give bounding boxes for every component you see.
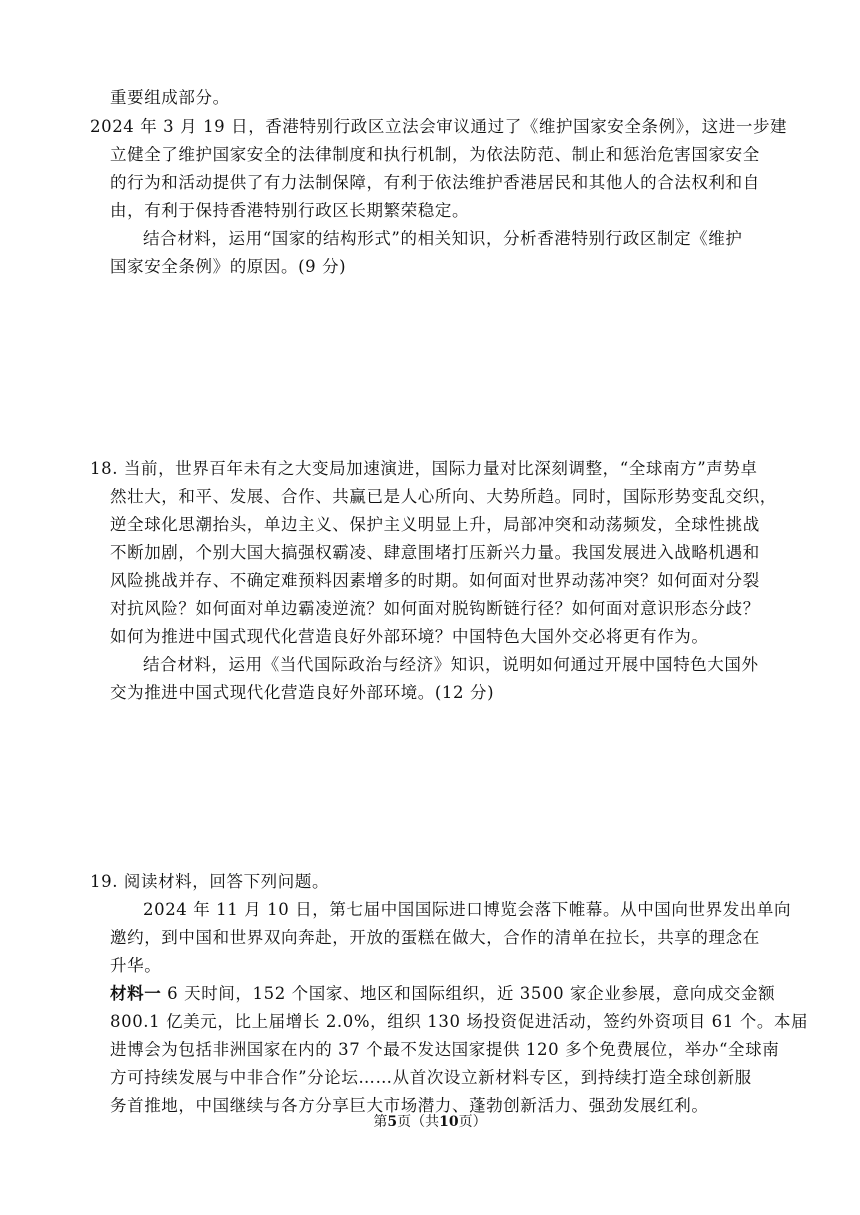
material-line: 不断加剧，个别大国大搞强权霸凌、肆意围堵打压新兴力量。我国发展进入战略机遇和	[110, 543, 760, 562]
material-line: 风险挑战并存、不确定难预料因素增多的时期。如何面对世界动荡冲突？如何面对分裂	[110, 571, 760, 590]
material-line: 逆全球化思潮抬头，单边主义、保护主义明显上升，局部冲突和动荡频发，全球性挑战	[110, 515, 760, 534]
page-number: 5	[387, 1114, 398, 1130]
question-prompt: 结合材料，运用《当代国际政治与经济》知识，说明如何通过开展中国特色大国外	[143, 655, 759, 674]
material-line: 然壮大，和平、发展、合作、共赢已是人心所向、大势所趋。同时，国际形势变乱交织，	[110, 487, 777, 506]
intro-line: 2024 年 11 月 10 日，第七届中国国际进口博览会落下帷幕。从中国向世界发出单向	[143, 900, 792, 919]
material-line: 的行为和活动提供了有力法制保障，有利于依法维护香港居民和其他人的合法权利和自	[110, 173, 760, 192]
material-line: 2024 年 3 月 19 日，香港特别行政区立法会审议通过了《维护国家安全条例》，这进一步建	[90, 117, 788, 136]
continued-text: 重要组成部分。	[110, 88, 230, 107]
question-prompt: 交为推进中国式现代化营造良好外部环境。(12 分)	[110, 683, 495, 702]
intro-line: 邀约，到中国和世界双向奔赴，开放的蛋糕在做大，合作的清单在拉长，共享的理念在	[110, 928, 760, 947]
page-footer: 第5页（共10页）	[373, 1114, 487, 1130]
material-one-line	[110, 984, 775, 1004]
material-one-label: 材料一	[110, 984, 162, 1003]
material-line: 方可持续发展与中非合作”分论坛……从首次设立新材料专区，到持续打造全球创新服	[110, 1068, 752, 1087]
total-pages: 10	[439, 1114, 459, 1130]
material-line: 务首推地，中国继续与各方分享巨大市场潜力、蓬勃创新活力、强劲发展红利。	[110, 1096, 709, 1115]
material-line: 进博会为包括非洲国家在内的 37 个最不发达国家提供 120 多个免费展位，举办“全球南	[110, 1040, 780, 1059]
material-line: 由，有利于保持香港特别行政区长期繁荣稳定。	[110, 201, 470, 220]
material-line: 18. 当前，世界百年未有之大变局加速演进，国际力量对比深刻调整，“全球南方”声势卓	[90, 459, 758, 478]
question-prompt: 国家安全条例》的原因。(9 分)	[110, 257, 347, 276]
material-one-text: 6 天时间，152 个国家、地区和国际组织，近 3500 家企业参展，意向成交金额	[161, 984, 776, 1003]
question-heading: 19. 阅读材料，回答下列问题。	[90, 872, 330, 891]
material-line: 对抗风险？如何面对单边霸凌逆流？如何面对脱钩断链行径？如何面对意识形态分歧？	[110, 599, 760, 618]
material-line: 800.1 亿美元，比上届增长 2.0%，组织 130 场投资促进活动，签约外资项目 61 个。本届	[110, 1012, 809, 1031]
intro-line: 升华。	[110, 956, 162, 975]
material-line: 如何为推进中国式现代化营造良好外部环境？中国特色大国外交必将更有作为。	[110, 627, 709, 646]
material-line: 立健全了维护国家安全的法律制度和执行机制，为依法防范、制止和惩治危害国家安全	[110, 145, 760, 164]
question-prompt: 结合材料，运用“国家的结构形式”的相关知识，分析香港特别行政区制定《维护	[143, 229, 743, 248]
